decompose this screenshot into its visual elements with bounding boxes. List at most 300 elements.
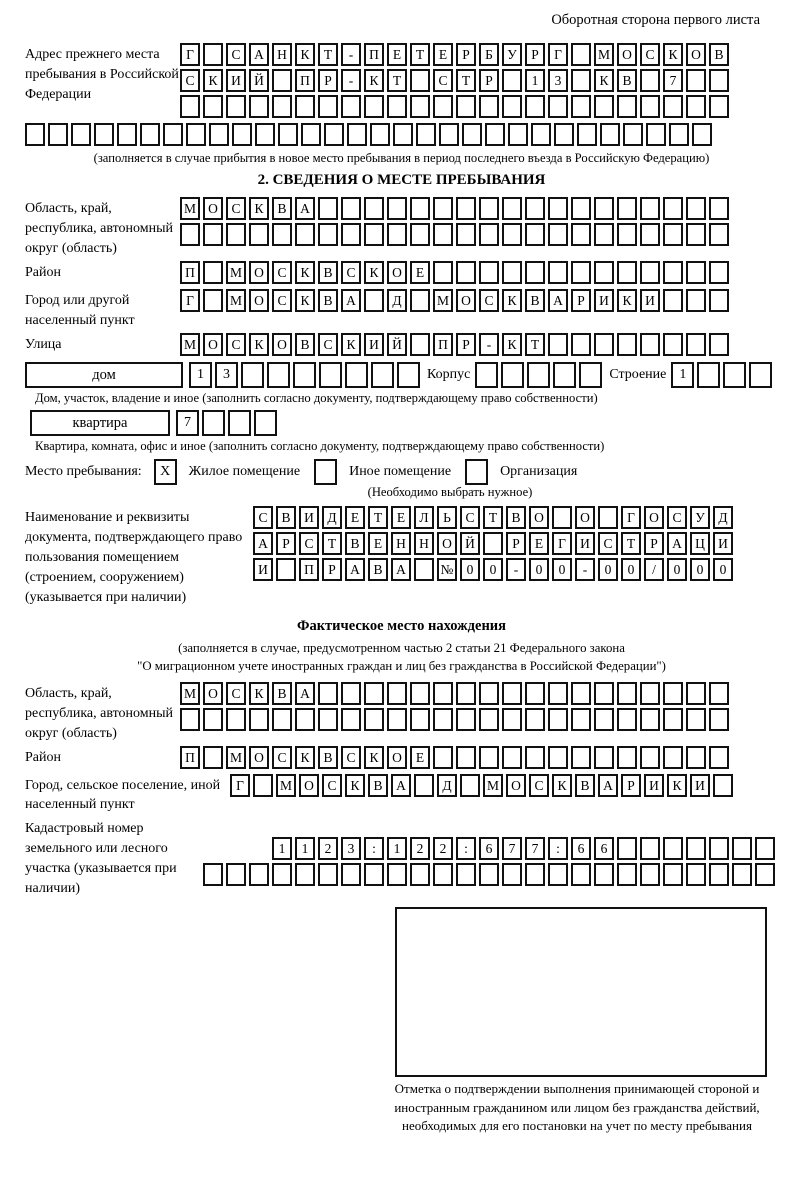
char-box[interactable] [117, 123, 137, 146]
char-box[interactable] [232, 123, 252, 146]
char-box[interactable]: А [667, 532, 687, 555]
char-box[interactable]: О [203, 682, 223, 705]
char-box[interactable] [709, 223, 729, 246]
char-box[interactable]: 7 [525, 837, 545, 860]
char-box[interactable]: О [529, 506, 549, 529]
char-box[interactable]: Р [571, 289, 591, 312]
char-box[interactable] [709, 197, 729, 220]
char-box[interactable]: С [180, 69, 200, 92]
char-box[interactable] [548, 682, 568, 705]
char-box[interactable] [709, 333, 729, 356]
char-box[interactable] [249, 863, 269, 886]
char-box[interactable] [571, 333, 591, 356]
char-box[interactable]: А [391, 774, 411, 797]
char-box[interactable] [347, 123, 367, 146]
char-box[interactable] [640, 333, 660, 356]
char-box[interactable]: Р [479, 69, 499, 92]
char-box[interactable]: В [506, 506, 526, 529]
char-box[interactable] [663, 837, 683, 860]
char-box[interactable] [241, 362, 264, 388]
char-box[interactable] [686, 197, 706, 220]
char-box[interactable]: С [226, 333, 246, 356]
char-box[interactable]: 7 [502, 837, 522, 860]
char-box[interactable]: Й [460, 532, 480, 555]
char-box[interactable]: К [594, 69, 614, 92]
char-box[interactable]: Р [276, 532, 296, 555]
char-box[interactable]: М [180, 682, 200, 705]
char-box[interactable]: Т [621, 532, 641, 555]
prev-address-row-3[interactable] [180, 95, 778, 121]
char-box[interactable]: 0 [460, 558, 480, 581]
char-box[interactable] [617, 223, 637, 246]
char-box[interactable] [594, 746, 614, 769]
char-box[interactable]: 0 [483, 558, 503, 581]
char-box[interactable]: В [318, 261, 338, 284]
char-box[interactable] [663, 333, 683, 356]
char-box[interactable]: К [617, 289, 637, 312]
char-box[interactable] [203, 43, 223, 66]
char-box[interactable] [410, 197, 430, 220]
char-box[interactable]: Г [548, 43, 568, 66]
char-box[interactable]: А [295, 682, 315, 705]
char-box[interactable]: К [502, 333, 522, 356]
char-box[interactable]: 3 [215, 362, 238, 388]
char-box[interactable] [439, 123, 459, 146]
char-box[interactable] [410, 708, 430, 731]
char-box[interactable]: О [249, 746, 269, 769]
char-box[interactable] [272, 223, 292, 246]
char-box[interactable]: К [295, 43, 315, 66]
char-box[interactable] [663, 223, 683, 246]
actual-district-row[interactable] [180, 746, 778, 772]
char-box[interactable] [414, 558, 434, 581]
char-box[interactable] [341, 223, 361, 246]
char-box[interactable]: С [433, 69, 453, 92]
char-box[interactable]: В [525, 289, 545, 312]
char-box[interactable] [502, 95, 522, 118]
char-box[interactable] [709, 746, 729, 769]
char-box[interactable] [433, 863, 453, 886]
char-box[interactable] [465, 459, 488, 485]
char-box[interactable]: О [617, 43, 637, 66]
char-box[interactable]: О [299, 774, 319, 797]
char-box[interactable] [276, 558, 296, 581]
char-box[interactable]: А [253, 532, 273, 555]
char-box[interactable]: Р [525, 43, 545, 66]
char-box[interactable] [579, 362, 602, 388]
char-box[interactable]: А [295, 197, 315, 220]
char-box[interactable]: Р [644, 532, 664, 555]
char-box[interactable]: С [322, 774, 342, 797]
char-box[interactable]: Р [456, 43, 476, 66]
char-box[interactable] [318, 682, 338, 705]
char-box[interactable] [416, 123, 436, 146]
char-box[interactable] [663, 682, 683, 705]
char-box[interactable] [371, 362, 394, 388]
char-box[interactable] [71, 123, 91, 146]
document-row-3[interactable] [253, 558, 778, 584]
char-box[interactable] [393, 123, 413, 146]
char-box[interactable] [94, 123, 114, 146]
char-box[interactable]: - [506, 558, 526, 581]
char-box[interactable] [502, 197, 522, 220]
char-box[interactable] [479, 223, 499, 246]
char-box[interactable] [548, 223, 568, 246]
char-box[interactable]: Т [318, 43, 338, 66]
char-box[interactable] [548, 863, 568, 886]
char-box[interactable] [525, 708, 545, 731]
char-box[interactable] [525, 197, 545, 220]
char-box[interactable] [617, 333, 637, 356]
char-box[interactable] [617, 746, 637, 769]
cadastral-row-2[interactable] [203, 863, 778, 889]
char-box[interactable]: / [644, 558, 664, 581]
char-box[interactable] [723, 362, 746, 388]
char-box[interactable] [571, 708, 591, 731]
char-box[interactable]: М [433, 289, 453, 312]
char-box[interactable]: М [594, 43, 614, 66]
char-box[interactable] [203, 746, 223, 769]
char-box[interactable] [433, 197, 453, 220]
prev-address-row-1[interactable] [180, 43, 778, 69]
char-box[interactable] [341, 863, 361, 886]
char-box[interactable]: И [364, 333, 384, 356]
char-box[interactable]: К [552, 774, 572, 797]
char-box[interactable]: О [506, 774, 526, 797]
char-box[interactable] [571, 43, 591, 66]
char-box[interactable] [663, 863, 683, 886]
char-box[interactable] [502, 223, 522, 246]
char-box[interactable]: В [575, 774, 595, 797]
char-box[interactable]: - [341, 69, 361, 92]
char-box[interactable] [663, 708, 683, 731]
char-box[interactable] [617, 197, 637, 220]
char-box[interactable] [295, 708, 315, 731]
char-box[interactable] [502, 746, 522, 769]
char-box[interactable]: 1 [525, 69, 545, 92]
char-box[interactable] [732, 837, 752, 860]
char-box[interactable]: : [456, 837, 476, 860]
char-box[interactable] [525, 682, 545, 705]
char-box[interactable]: К [249, 682, 269, 705]
street-row[interactable] [180, 333, 778, 359]
char-box[interactable] [186, 123, 206, 146]
char-box[interactable]: Г [180, 289, 200, 312]
document-row-1[interactable] [253, 506, 778, 532]
char-box[interactable] [709, 837, 729, 860]
char-box[interactable]: В [295, 333, 315, 356]
char-box[interactable] [202, 410, 225, 436]
char-box[interactable] [387, 95, 407, 118]
char-box[interactable] [571, 197, 591, 220]
char-box[interactable]: П [180, 746, 200, 769]
char-box[interactable]: Й [249, 69, 269, 92]
char-box[interactable]: С [341, 261, 361, 284]
char-box[interactable]: Р [322, 558, 342, 581]
char-box[interactable] [709, 95, 729, 118]
char-box[interactable]: И [594, 289, 614, 312]
char-box[interactable] [749, 362, 772, 388]
char-box[interactable] [640, 708, 660, 731]
char-box[interactable] [548, 95, 568, 118]
char-box[interactable]: С [479, 289, 499, 312]
char-box[interactable]: 6 [594, 837, 614, 860]
char-box[interactable] [502, 261, 522, 284]
char-box[interactable] [203, 223, 223, 246]
other-premises-checkbox[interactable] [314, 459, 340, 485]
char-box[interactable]: Д [322, 506, 342, 529]
char-box[interactable]: : [364, 837, 384, 860]
char-box[interactable] [456, 863, 476, 886]
char-box[interactable]: О [575, 506, 595, 529]
actual-city-row[interactable] [230, 774, 778, 800]
char-box[interactable] [571, 746, 591, 769]
char-box[interactable]: С [529, 774, 549, 797]
char-box[interactable]: М [180, 197, 200, 220]
char-box[interactable] [594, 197, 614, 220]
char-box[interactable] [410, 863, 430, 886]
char-box[interactable]: Е [433, 43, 453, 66]
char-box[interactable] [525, 261, 545, 284]
char-box[interactable]: М [180, 333, 200, 356]
char-box[interactable] [755, 837, 775, 860]
char-box[interactable]: И [299, 506, 319, 529]
char-box[interactable]: С [299, 532, 319, 555]
char-box[interactable] [475, 362, 498, 388]
char-box[interactable] [502, 863, 522, 886]
char-box[interactable] [640, 837, 660, 860]
char-box[interactable] [318, 223, 338, 246]
char-box[interactable]: Т [368, 506, 388, 529]
char-box[interactable] [577, 123, 597, 146]
char-box[interactable] [663, 746, 683, 769]
char-box[interactable] [410, 289, 430, 312]
char-box[interactable]: Д [713, 506, 733, 529]
char-box[interactable]: П [180, 261, 200, 284]
char-box[interactable] [345, 362, 368, 388]
char-box[interactable] [433, 708, 453, 731]
char-box[interactable]: Б [479, 43, 499, 66]
char-box[interactable] [479, 863, 499, 886]
char-box[interactable] [479, 708, 499, 731]
char-box[interactable]: В [368, 774, 388, 797]
char-box[interactable] [483, 532, 503, 555]
cadastral-row-1[interactable] [272, 837, 778, 863]
char-box[interactable]: И [713, 532, 733, 555]
char-box[interactable] [364, 223, 384, 246]
char-box[interactable]: С [272, 289, 292, 312]
char-box[interactable]: К [249, 333, 269, 356]
char-box[interactable] [554, 123, 574, 146]
char-box[interactable]: О [249, 289, 269, 312]
char-box[interactable] [617, 261, 637, 284]
char-box[interactable]: - [479, 333, 499, 356]
char-box[interactable] [525, 223, 545, 246]
char-box[interactable] [502, 682, 522, 705]
char-box[interactable]: П [295, 69, 315, 92]
char-box[interactable]: О [456, 289, 476, 312]
char-box[interactable]: С [226, 682, 246, 705]
char-box[interactable] [318, 95, 338, 118]
char-box[interactable] [249, 708, 269, 731]
char-box[interactable] [686, 708, 706, 731]
char-box[interactable] [617, 95, 637, 118]
char-box[interactable]: О [203, 333, 223, 356]
char-box[interactable] [433, 746, 453, 769]
district-row[interactable] [180, 261, 778, 287]
char-box[interactable] [640, 197, 660, 220]
char-box[interactable] [502, 69, 522, 92]
char-box[interactable] [226, 95, 246, 118]
char-box[interactable] [364, 289, 384, 312]
char-box[interactable] [319, 362, 342, 388]
char-box[interactable]: К [345, 774, 365, 797]
char-box[interactable]: С [226, 197, 246, 220]
char-box[interactable] [755, 863, 775, 886]
char-box[interactable]: К [667, 774, 687, 797]
char-box[interactable] [548, 333, 568, 356]
char-box[interactable] [571, 682, 591, 705]
char-box[interactable]: А [548, 289, 568, 312]
char-box[interactable] [686, 223, 706, 246]
char-box[interactable] [663, 95, 683, 118]
prev-address-row-2[interactable] [180, 69, 778, 95]
char-box[interactable]: А [598, 774, 618, 797]
char-box[interactable] [48, 123, 68, 146]
region-row-1[interactable] [180, 197, 778, 223]
char-box[interactable]: Р [621, 774, 641, 797]
char-box[interactable] [456, 746, 476, 769]
char-box[interactable] [295, 223, 315, 246]
char-box[interactable] [370, 123, 390, 146]
char-box[interactable] [387, 682, 407, 705]
char-box[interactable]: Е [368, 532, 388, 555]
char-box[interactable]: 2 [318, 837, 338, 860]
char-box[interactable]: 6 [571, 837, 591, 860]
char-box[interactable] [364, 95, 384, 118]
char-box[interactable] [479, 746, 499, 769]
char-box[interactable] [548, 746, 568, 769]
char-box[interactable] [387, 863, 407, 886]
char-box[interactable]: - [575, 558, 595, 581]
char-box[interactable]: С [341, 746, 361, 769]
char-box[interactable] [267, 362, 290, 388]
char-box[interactable] [663, 261, 683, 284]
char-box[interactable] [479, 197, 499, 220]
char-box[interactable]: 0 [667, 558, 687, 581]
char-box[interactable]: К [364, 261, 384, 284]
char-box[interactable] [203, 863, 223, 886]
char-box[interactable]: Г [552, 532, 572, 555]
char-box[interactable] [640, 746, 660, 769]
char-box[interactable] [571, 261, 591, 284]
char-box[interactable] [249, 95, 269, 118]
char-box[interactable]: 3 [548, 69, 568, 92]
char-box[interactable] [686, 69, 706, 92]
apartment-type-box[interactable]: квартира [30, 410, 170, 436]
confirmation-mark-box[interactable] [395, 907, 767, 1077]
char-box[interactable]: Т [483, 506, 503, 529]
char-box[interactable] [548, 197, 568, 220]
char-box[interactable]: Е [345, 506, 365, 529]
stroenie-boxes[interactable] [671, 362, 775, 388]
char-box[interactable] [163, 123, 183, 146]
char-box[interactable] [456, 95, 476, 118]
char-box[interactable]: И [575, 532, 595, 555]
char-box[interactable] [686, 95, 706, 118]
char-box[interactable]: В [368, 558, 388, 581]
char-box[interactable] [410, 223, 430, 246]
char-box[interactable] [663, 289, 683, 312]
char-box[interactable]: Е [391, 506, 411, 529]
char-box[interactable]: 1 [387, 837, 407, 860]
char-box[interactable]: В [272, 197, 292, 220]
residential-checkbox[interactable] [154, 459, 180, 485]
char-box[interactable]: П [364, 43, 384, 66]
apartment-number-boxes[interactable] [176, 410, 280, 436]
char-box[interactable] [254, 410, 277, 436]
char-box[interactable] [410, 333, 430, 356]
char-box[interactable]: С [253, 506, 273, 529]
char-box[interactable]: К [249, 197, 269, 220]
char-box[interactable] [594, 223, 614, 246]
char-box[interactable]: 2 [410, 837, 430, 860]
char-box[interactable] [433, 261, 453, 284]
char-box[interactable] [203, 708, 223, 731]
char-box[interactable] [318, 708, 338, 731]
char-box[interactable] [640, 863, 660, 886]
char-box[interactable] [410, 682, 430, 705]
char-box[interactable]: В [318, 289, 338, 312]
char-box[interactable] [387, 223, 407, 246]
char-box[interactable]: 1 [189, 362, 212, 388]
char-box[interactable] [527, 362, 550, 388]
char-box[interactable]: 2 [433, 837, 453, 860]
char-box[interactable] [203, 261, 223, 284]
char-box[interactable] [686, 333, 706, 356]
char-box[interactable] [180, 708, 200, 731]
char-box[interactable] [686, 261, 706, 284]
char-box[interactable] [686, 746, 706, 769]
char-box[interactable] [341, 95, 361, 118]
char-box[interactable]: Т [525, 333, 545, 356]
char-box[interactable]: К [295, 746, 315, 769]
char-box[interactable]: О [272, 333, 292, 356]
char-box[interactable]: О [437, 532, 457, 555]
char-box[interactable] [686, 837, 706, 860]
char-box[interactable]: В [345, 532, 365, 555]
char-box[interactable] [525, 863, 545, 886]
char-box[interactable] [525, 95, 545, 118]
char-box[interactable]: Ь [437, 506, 457, 529]
char-box[interactable] [692, 123, 712, 146]
char-box[interactable] [548, 261, 568, 284]
char-box[interactable]: Е [529, 532, 549, 555]
char-box[interactable]: X [154, 459, 177, 485]
char-box[interactable] [364, 682, 384, 705]
char-box[interactable]: С [640, 43, 660, 66]
char-box[interactable]: П [299, 558, 319, 581]
char-box[interactable]: В [617, 69, 637, 92]
char-box[interactable]: Н [391, 532, 411, 555]
char-box[interactable] [594, 333, 614, 356]
char-box[interactable] [324, 123, 344, 146]
char-box[interactable]: Н [414, 532, 434, 555]
char-box[interactable] [433, 223, 453, 246]
char-box[interactable]: В [272, 682, 292, 705]
char-box[interactable]: В [318, 746, 338, 769]
char-box[interactable] [709, 289, 729, 312]
